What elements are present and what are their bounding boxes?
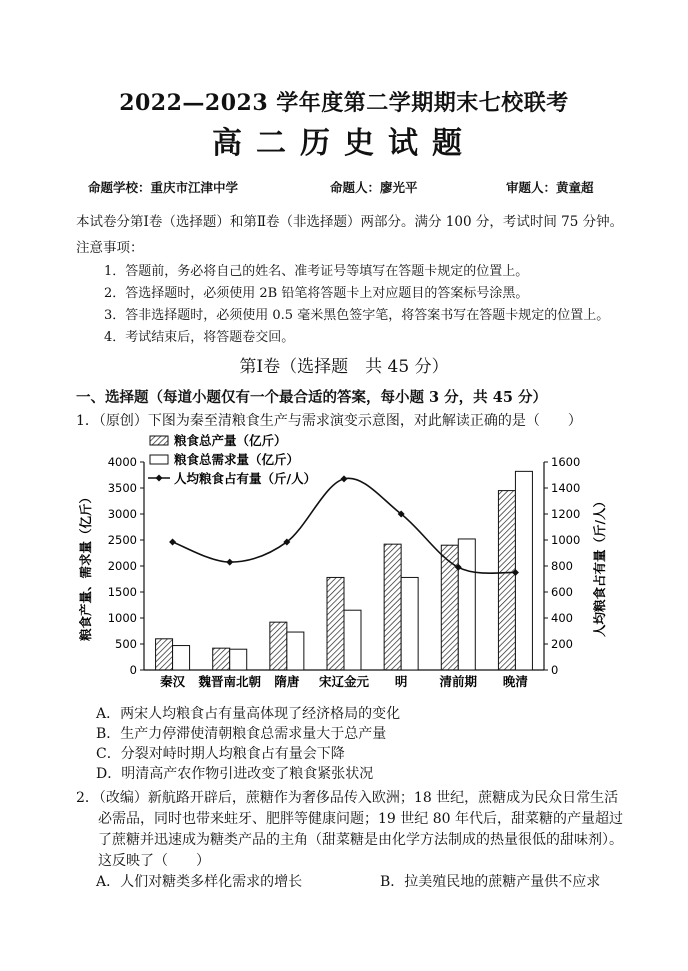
left-tick-label: 3000 <box>107 507 137 521</box>
school-label: 命题学校：重庆市江津中学 <box>88 180 239 195</box>
category-label: 隋唐 <box>274 674 300 689</box>
legend-label: 人均粮食占有量（斤/人） <box>174 471 317 486</box>
right-axis-label: 人均粮食占有量（斤/人） <box>592 494 607 638</box>
author-label: 命题人：廖光平 <box>330 180 418 195</box>
question-2-stem-line: 2．（改编）新航路开辟后，蔗糖作为奢侈品传入欧洲；18 世纪，蔗糖成为民众日常生活 <box>76 790 619 806</box>
exam-title: 2022—2023 学年度第二学期期末七校联考 <box>119 90 569 116</box>
bar-demand <box>401 577 418 670</box>
category-label: 宋辽金元 <box>318 674 370 689</box>
question-2-option: B．拉美殖民地的蔗糖产量供不应求 <box>380 874 601 890</box>
per-capita-point <box>169 538 176 545</box>
left-tick-label: 4000 <box>107 455 137 469</box>
question-2-stem-line: 这反映了（ ） <box>98 853 210 869</box>
legend-swatch-production <box>150 436 168 445</box>
notice-item: 4．考试结束后，将答题卷交回。 <box>104 330 295 345</box>
left-axis-label: 粮食产量、需求量（亿斤） <box>78 490 93 642</box>
bar-production <box>441 545 458 670</box>
left-tick-label: 3500 <box>107 481 137 495</box>
chart-plot-area <box>78 433 607 689</box>
per-capita-point <box>341 475 348 482</box>
question-1-option: C．分裂对峙时期人均粮食占有量会下降 <box>96 746 345 762</box>
question-1-option: B．生产力停滞使清朝粮食总需求量大于总产量 <box>96 726 387 742</box>
bar-production <box>384 544 401 670</box>
section-heading: 一、选择题（每道小题仅有一个最合适的答案，每小题 3 分，共 45 分） <box>76 389 547 406</box>
bar-production <box>327 577 344 670</box>
right-tick-label: 0 <box>551 663 559 677</box>
right-tick-label: 400 <box>551 611 573 625</box>
bar-production <box>270 622 287 670</box>
question-1-stem: 1．（原创）下图为秦至清粮食生产与需求演变示意图，对此解读正确的是（ ） <box>76 413 582 429</box>
question-1-option: A．两宋人均粮食占有量高体现了经济格局的变化 <box>96 706 401 722</box>
category-label: 清前期 <box>439 674 478 689</box>
right-tick-label: 600 <box>551 585 573 599</box>
grain-chart <box>76 430 616 700</box>
question-2-option: A．人们对糖类多样化需求的增长 <box>96 874 303 890</box>
left-tick-label: 1500 <box>107 585 137 599</box>
category-label: 魏晋南北朝 <box>198 674 261 689</box>
bar-production <box>213 648 230 670</box>
bar-production <box>498 491 515 670</box>
bar-demand <box>344 610 361 670</box>
right-tick-label: 1000 <box>551 533 581 547</box>
bar-demand <box>230 649 247 670</box>
subject-title: 高二历史试题 <box>212 126 476 161</box>
notice-item: 2．答选择题时，必须使用 2B 铅笔将答题卡上对应题目的答案标号涂黑。 <box>104 286 529 301</box>
right-tick-label: 200 <box>551 637 573 651</box>
left-tick-label: 2000 <box>107 559 137 573</box>
bar-demand <box>287 632 304 670</box>
left-tick-label: 0 <box>129 663 137 677</box>
exam-intro: 本试卷分第Ⅰ卷（选择题）和第Ⅱ卷（非选择题）两部分。满分 100 分，考试时间 75 分钟。 <box>76 214 624 230</box>
left-tick-label: 2500 <box>107 533 137 547</box>
legend-swatch-demand <box>150 455 168 464</box>
bar-production <box>156 639 173 670</box>
legend-label: 粮食总需求量（亿斤） <box>174 452 300 467</box>
left-tick-label: 1000 <box>107 611 137 625</box>
left-tick-label: 500 <box>115 637 137 651</box>
bar-demand <box>458 539 475 670</box>
reviewer-label: 审题人：黄童超 <box>506 180 594 195</box>
category-label: 秦汉 <box>160 674 186 689</box>
per-capita-point <box>226 559 233 566</box>
bar-demand <box>515 471 532 670</box>
category-label: 明 <box>394 674 408 689</box>
part-title: 第Ⅰ卷（选择题 共 45 分） <box>239 357 449 377</box>
legend-label: 粮食总产量（亿斤） <box>174 433 287 448</box>
legend-swatch-marker <box>156 475 163 482</box>
right-tick-label: 1400 <box>551 481 581 495</box>
right-tick-label: 800 <box>551 559 573 573</box>
bar-demand <box>173 646 190 670</box>
notice-item: 1．答题前，务必将自己的姓名、准考证号等填写在答题卡规定的位置上。 <box>104 264 529 279</box>
question-2-stem-line: 了蔗糖并迅速成为糖类产品的主角（甜菜糖是由化学方法制成的热量很低的甜味剂）。 <box>98 832 623 848</box>
question-2-stem-line: 必需品，同时也带来蛀牙、肥胖等健康问题；19 世纪 80 年代后，甜菜糖的产量超过 <box>98 811 623 827</box>
category-label: 晚清 <box>502 674 528 689</box>
notice-heading: 注意事项： <box>76 240 144 256</box>
right-tick-label: 1600 <box>551 455 581 469</box>
notice-item: 3．答非选择题时，必须使用 0.5 毫米黑色签字笔，将答案书写在答题卡规定的位置上。 <box>104 308 610 323</box>
question-1-option: D．明清高产农作物引进改变了粮食紧张状况 <box>96 766 374 782</box>
right-tick-label: 1200 <box>551 507 581 521</box>
